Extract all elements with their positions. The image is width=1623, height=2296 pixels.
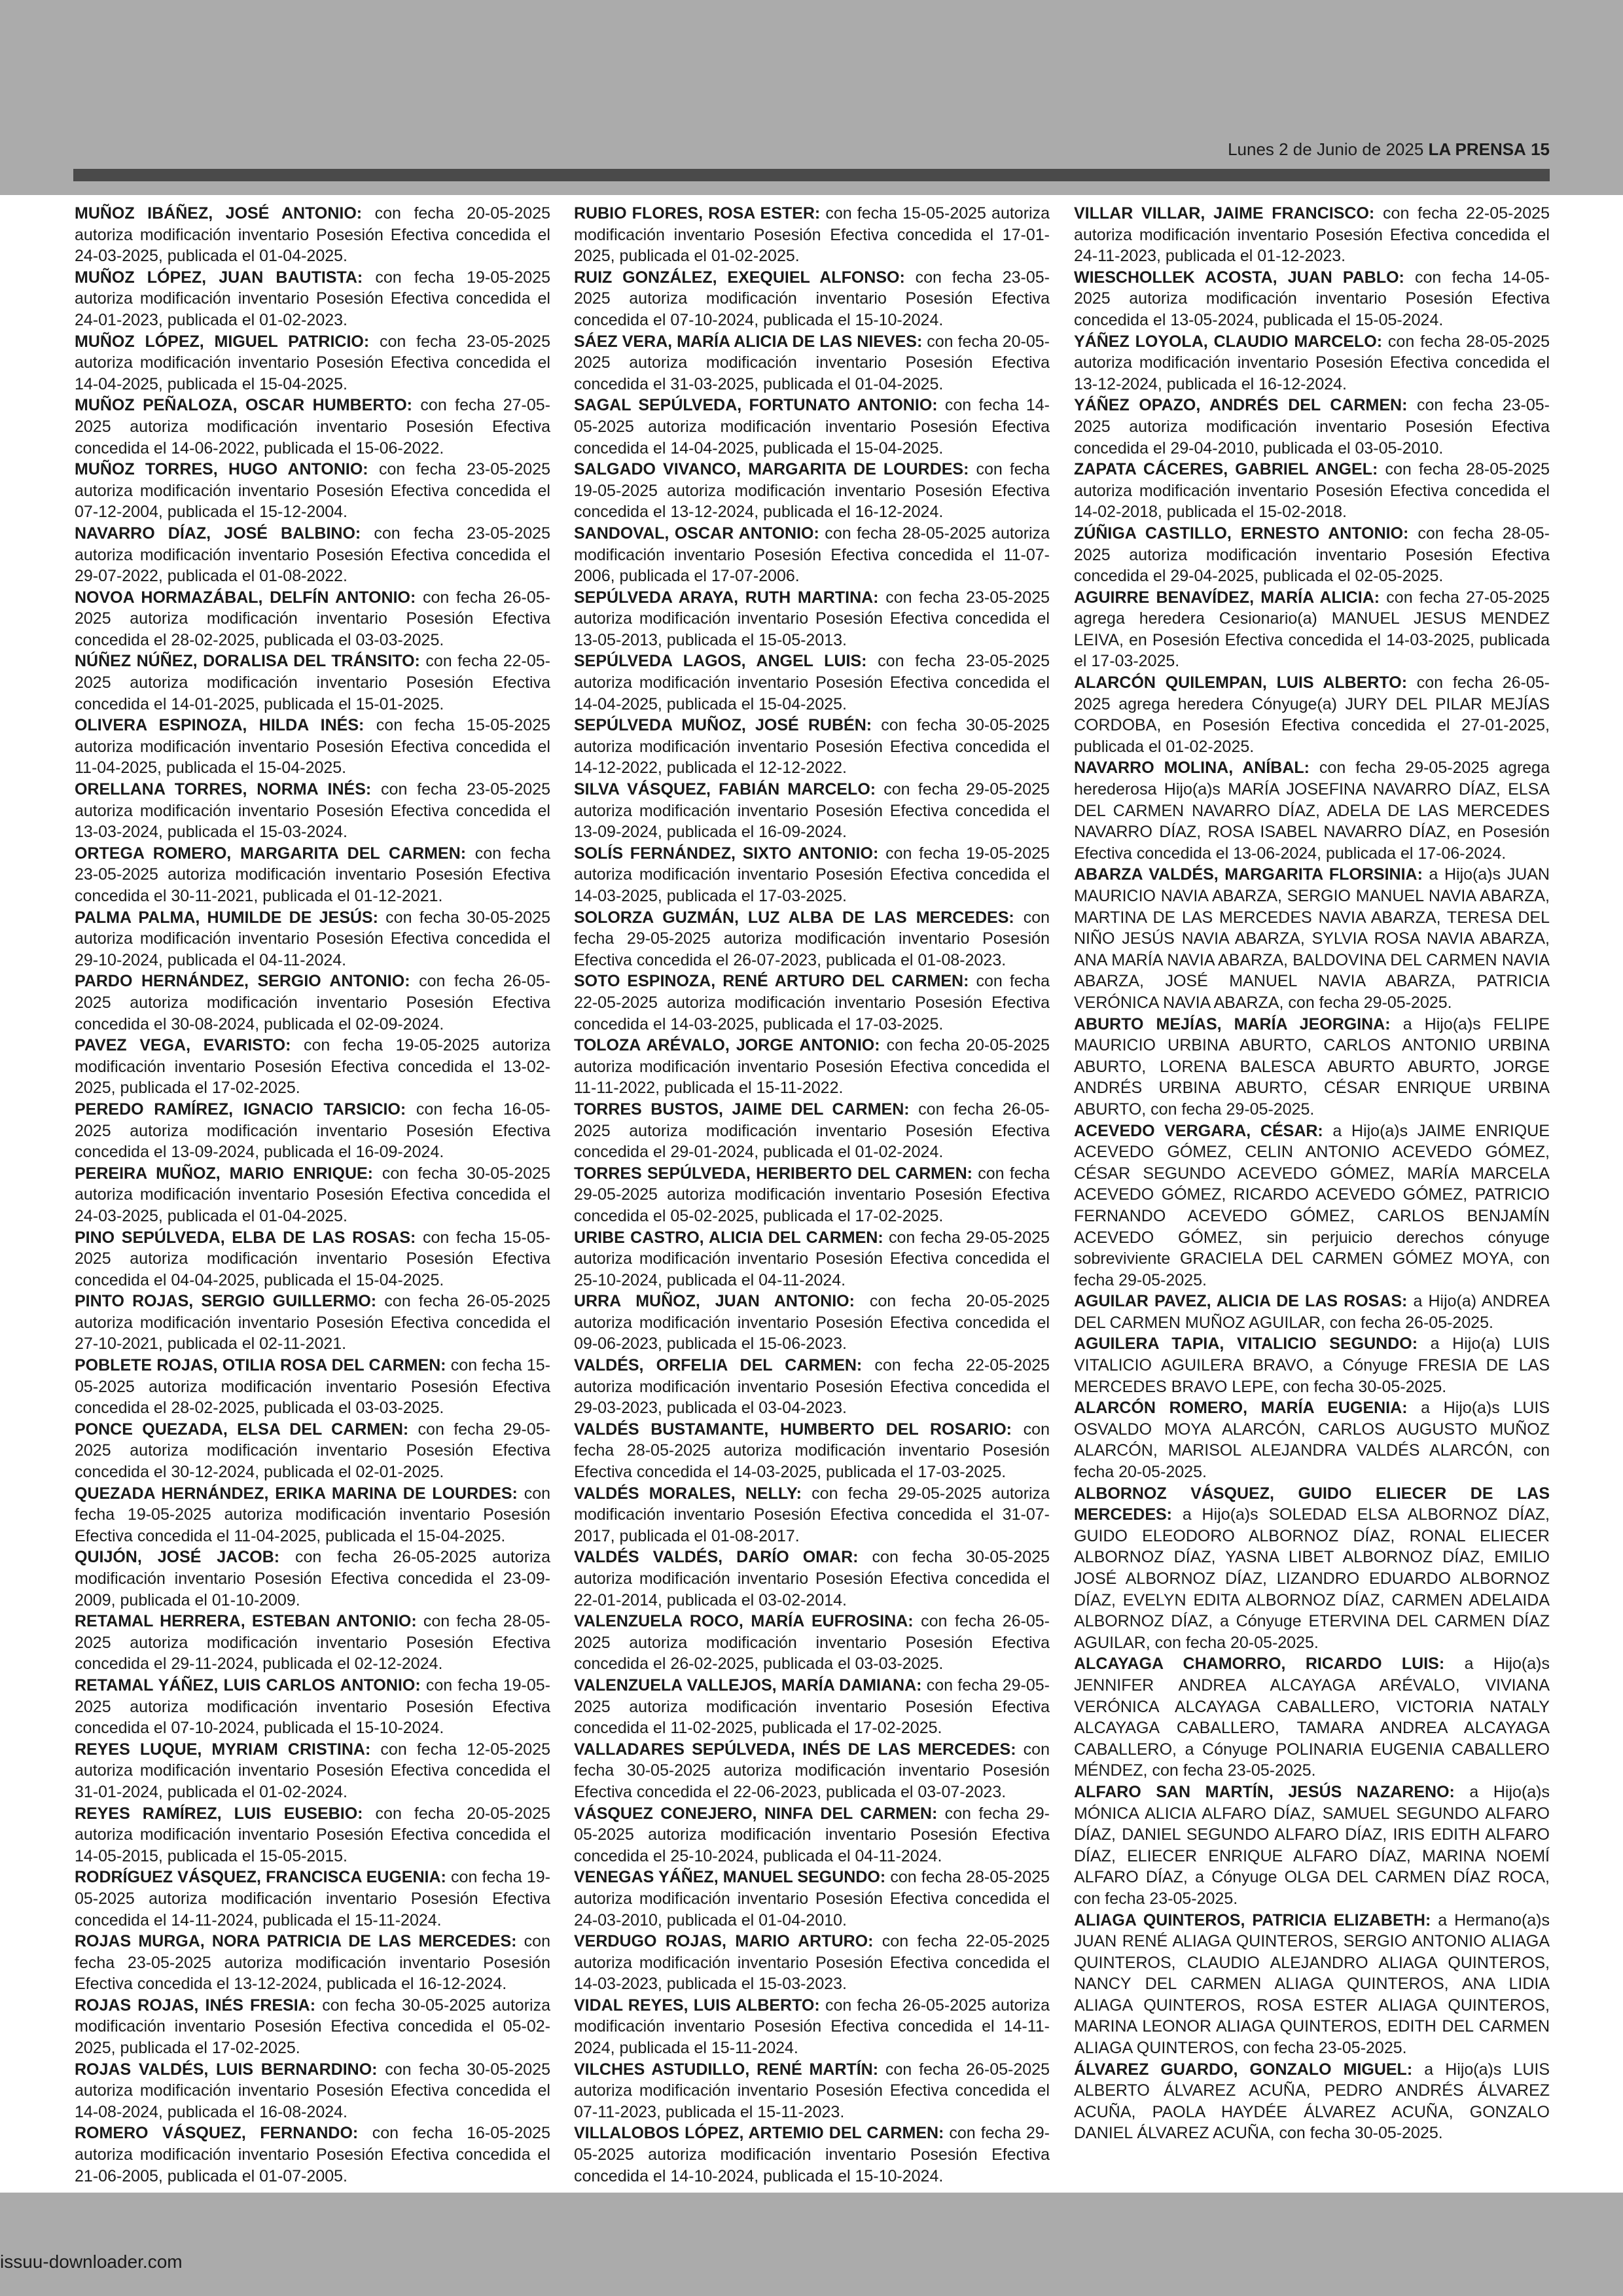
notice-text: a Hijo(a)s JENNIFER ANDREA ALCAYAGA ARÉVALO, VIVIANA VERÓNICA ALCAYAGA CABALLERO, VICTORIA NATALY ALCAYAGA CABALLERO, TAMARA ANDREA ALCAYAGA CABALLERO, a Cónyuge POLINARIA EUGENIA CABALLERO MÉNDEZ, con fecha 23-05-2025.: [1074, 1655, 1550, 1780]
notice-entry: [574, 1931, 1050, 1995]
notice-text: a Hijo(a)s LUIS OSVALDO MOYA ALARCÓN, CARLOS AUGUSTO MUÑOZ ALARCÓN, MARISOL ALEJANDRA VALDÉS ALARCÓN, con fecha 20-05-2025.: [1074, 1399, 1550, 1482]
notice-name: ÁLVAREZ GUARDO, GONZALO MIGUEL:: [1074, 2060, 1413, 2079]
notice-entry: [1074, 864, 1550, 1013]
notice-text: con fecha 23-05-2025 autoriza modificación inventario Posesión Efectiva concedida el 07-12-2004, publicada el 15-12-2004.: [75, 460, 550, 522]
notice-name: SOLORZA GUZMÁN, LUZ ALBA DE LAS MERCEDES:: [574, 908, 1014, 927]
notice-name: YÁÑEZ LOYOLA, CLAUDIO MARCELO:: [1074, 332, 1383, 351]
notice-text: con fecha 19-05-2025 autoriza modificación inventario Posesión Efectiva concedida el 14-11-2024, publicada el 15-11-2024.: [75, 1868, 550, 1929]
notice-name: PARDO HERNÁNDEZ, SERGIO ANTONIO:: [75, 972, 410, 991]
notice-text: con fecha 29-05-2025 autoriza modificación inventario Posesión Efectiva concedida el 13-09-2024, publicada el 16-09-2024.: [574, 780, 1050, 842]
notice-text: con fecha 19-05-2025 autoriza modificación inventario Posesión Efectiva concedida el 24-01-2023, publicada el 01-02-2023.: [75, 268, 550, 329]
column-2: [574, 203, 1050, 2187]
notice-name: AGUIRRE BENAVÍDEZ, MARÍA ALICIA:: [1074, 588, 1380, 607]
notice-name: VALENZUELA VALLEJOS, MARÍA DAMIANA:: [574, 1676, 922, 1695]
notice-name: SALGADO VIVANCO, MARGARITA DE LOURDES:: [574, 460, 969, 479]
notice-name: VILLAR VILLAR, JAIME FRANCISCO:: [1074, 204, 1375, 223]
notice-text: a Hijo(a) LUIS VITALICIO AGUILERA BRAVO, a Cónyuge FRESIA DE LAS MERCEDES BRAVO LEPE, con fecha 30-05-2025.: [1074, 1335, 1550, 1396]
notice-name: ORTEGA ROMERO, MARGARITA DEL CARMEN:: [75, 844, 467, 863]
notice-entry: [1074, 523, 1550, 587]
notice-text: con fecha 23-05-2025 autoriza modificación inventario Posesión Efectiva concedida el 14-04-2025, publicada el 15-04-2025.: [574, 652, 1050, 713]
notice-text: a Hijo(a)s SOLEDAD ELSA ALBORNOZ DÍAZ, GUIDO ELEODORO ALBORNOZ DÍAZ, RONAL ELIECER ALBORNOZ DÍAZ, YASNA LIBET ALBORNOZ DÍAZ, EMILIO JOSÉ ALBORNOZ DÍAZ, LIZANDRO EDUARDO ALBORNOZ DÍAZ, EVELYN EDITA ALBORNOZ DÍAZ, CARMEN ADELAIDA ALBORNOZ DÍAZ, a Cónyuge ETERVINA DEL CARMEN DÍAZ AGUILAR, con fecha 20-05-2025.: [1074, 1505, 1550, 1652]
notice-name: ABURTO MEJÍAS, MARÍA JEORGINA:: [1074, 1014, 1391, 1033]
notice-entry: [574, 1483, 1050, 1547]
notice-text: con fecha 30-05-2025 autoriza modificación inventario Posesión Efectiva concedida el 14-12-2022, publicada el 12-12-2022.: [574, 716, 1050, 778]
notice-name: NÚÑEZ NÚÑEZ, DORALISA DEL TRÁNSITO:: [75, 652, 420, 671]
header-rule: [73, 169, 1550, 181]
notice-entry: [574, 1867, 1050, 1931]
notice-name: ROJAS MURGA, NORA PATRICIA DE LAS MERCEDES:: [75, 1932, 517, 1951]
notice-name: PALMA PALMA, HUMILDE DE JESÚS:: [75, 908, 378, 927]
notice-text: con fecha 22-05-2025 autoriza modificación inventario Posesión Efectiva concedida el 14-01-2025, publicada el 15-01-2025.: [75, 652, 550, 713]
notice-text: con fecha 28-05-2025 autoriza modificación inventario Posesión Efectiva concedida el 29-04-2025, publicada el 02-05-2025.: [1074, 524, 1550, 586]
notice-entry: [75, 843, 550, 907]
notice-name: PINTO ROJAS, SERGIO GUILLERMO:: [75, 1292, 377, 1311]
notice-entry: [75, 2059, 550, 2123]
notice-entry: [1074, 1333, 1550, 1397]
notice-entry: [574, 1355, 1050, 1419]
notice-text: con fecha 23-05-2025 autoriza modificación inventario Posesión Efectiva concedida el 13-03-2024, publicada el 15-03-2024.: [75, 780, 551, 842]
notice-text: con fecha 19-05-2025 autoriza modificación inventario Posesión Efectiva concedida el 13-12-2024, publicada el 16-12-2024.: [574, 460, 1050, 522]
notice-name: RUBIO FLORES, ROSA ESTER:: [574, 204, 821, 223]
notice-text: con fecha 16-05-2025 autoriza modificación inventario Posesión Efectiva concedida el 21-06-2005, publicada el 01-07-2005.: [75, 2124, 550, 2185]
notice-text: con fecha 28-05-2025 autoriza modificación inventario Posesión Efectiva concedida el 11-07-2006, publicada el 17-07-2006.: [574, 524, 1050, 586]
notice-name: SOLÍS FERNÁNDEZ, SIXTO ANTONIO:: [574, 844, 879, 863]
notice-name: NOVOA HORMAZÁBAL, DELFÍN ANTONIO:: [75, 588, 416, 607]
notice-name: PEREIRA MUÑOZ, MARIO ENRIQUE:: [75, 1164, 373, 1183]
notice-entry: [75, 267, 550, 331]
notice-entry: [574, 907, 1050, 971]
notice-name: ALARCÓN ROMERO, MARÍA EUGENIA:: [1074, 1399, 1408, 1418]
notice-entry: [1074, 1014, 1550, 1121]
notice-name: REYES LUQUE, MYRIAM CRISTINA:: [75, 1740, 371, 1759]
notice-text: con fecha 19-05-2025 autoriza modificación inventario Posesión Efectiva concedida el 13-02-2025, publicada el 17-02-2025.: [75, 1036, 550, 1098]
notice-entry: [75, 1163, 550, 1227]
notice-name: SOTO ESPINOZA, RENÉ ARTURO DEL CARMEN:: [574, 972, 969, 991]
notice-entry: [574, 1675, 1050, 1739]
notice-text: con fecha 27-05-2025 agrega heredera Cesionario(a) MANUEL JESUS MENDEZ LEIVA, en Posesión Efectiva concedida el 14-03-2025, publicada el 17-03-2025.: [1074, 588, 1550, 671]
notice-name: MUÑOZ LÓPEZ, JUAN BAUTISTA:: [75, 268, 363, 287]
notice-text: con fecha 30-05-2025 autoriza modificación inventario Posesión Efectiva concedida el 22-01-2014, publicada el 03-02-2014.: [574, 1548, 1050, 1609]
notice-name: MUÑOZ LÓPEZ, MIGUEL PATRICIO:: [75, 332, 370, 351]
notice-text: con fecha 20-05-2025 autoriza modificación inventario Posesión Efectiva concedida el 11-11-2022, publicada el 15-11-2022.: [574, 1036, 1050, 1098]
notice-text: con fecha 30-05-2025 autoriza modificación inventario Posesión Efectiva concedida el 24-03-2025, publicada el 01-04-2025.: [75, 1164, 550, 1225]
notice-text: con fecha 26-05-2025 autoriza modificación inventario Posesión Efectiva concedida el 07-11-2023, publicada el 15-11-2023.: [574, 2060, 1050, 2121]
notice-entry: [574, 1035, 1050, 1099]
notice-text: con fecha 29-05-2025 autoriza modificación inventario Posesión Efectiva concedida el 14-10-2024, publicada el 15-10-2024.: [574, 2124, 1050, 2185]
notice-entry: [574, 1099, 1050, 1163]
notice-name: TORRES SEPÚLVEDA, HERIBERTO DEL CARMEN:: [574, 1164, 973, 1183]
notice-name: POBLETE ROJAS, OTILIA ROSA DEL CARMEN:: [75, 1356, 446, 1375]
notice-entry: [574, 1547, 1050, 1611]
notice-entry: [75, 1995, 550, 2059]
notice-entry: [75, 779, 550, 843]
notice-name: MUÑOZ TORRES, HUGO ANTONIO:: [75, 460, 368, 479]
notice-entry: [75, 1803, 550, 1867]
notice-name: AGUILAR PAVEZ, ALICIA DE LAS ROSAS:: [1074, 1292, 1408, 1311]
notice-name: VILLALOBOS LÓPEZ, ARTEMIO DEL CARMEN:: [574, 2124, 944, 2143]
notice-name: ACEVEDO VERGARA, CÉSAR:: [1074, 1121, 1323, 1140]
notice-text: con fecha 22-05-2025 autoriza modificación inventario Posesión Efectiva concedida el 29-03-2023, publicada el 03-04-2023.: [574, 1356, 1050, 1418]
notice-name: WIESCHOLLEK ACOSTA, JUAN PABLO:: [1074, 268, 1404, 287]
notice-entry: [574, 651, 1050, 715]
notice-name: ALIAGA QUINTEROS, PATRICIA ELIZABETH:: [1074, 1910, 1431, 1929]
notice-text: con fecha 29-05-2025 autoriza modificación inventario Posesión Efectiva concedida el 30-12-2024, publicada el 02-01-2025.: [75, 1420, 550, 1482]
notice-name: MUÑOZ PEÑALOZA, OSCAR HUMBERTO:: [75, 396, 412, 415]
notice-name: ALBORNOZ VÁSQUEZ, GUIDO ELIECER DE LAS MERCEDES:: [1074, 1484, 1550, 1524]
notice-text: con fecha 28-05-2025 autoriza modificación inventario Posesión Efectiva concedida el 24-03-2010, publicada el 01-04-2010.: [574, 1868, 1050, 1929]
notice-text: con fecha 15-05-2025 autoriza modificación inventario Posesión Efectiva concedida el 28-02-2025, publicada el 03-03-2025.: [75, 1356, 550, 1418]
notice-entry: [75, 1035, 550, 1099]
notice-name: URIBE CASTRO, ALICIA DEL CARMEN:: [574, 1228, 883, 1247]
notice-entry: [1074, 672, 1550, 757]
notice-entry: [1074, 267, 1550, 331]
notice-entry: [75, 1099, 550, 1163]
notice-name: VALLADARES SEPÚLVEDA, INÉS DE LAS MERCEDES:: [574, 1740, 1016, 1759]
notice-entry: [1074, 757, 1550, 864]
notice-text: con fecha 30-05-2025 autoriza modificación inventario Posesión Efectiva concedida el 29-10-2024, publicada el 04-11-2024.: [75, 908, 550, 969]
notice-name: ROMERO VÁSQUEZ, FERNANDO:: [75, 2124, 359, 2143]
notice-entry: [75, 1483, 550, 1547]
notice-text: con fecha 20-05-2025 autoriza modificación inventario Posesión Efectiva concedida el 14-05-2015, publicada el 15-05-2015.: [75, 1804, 550, 1865]
notice-entry: [75, 1675, 550, 1739]
notice-text: con fecha 28-05-2025 autoriza modificación inventario Posesión Efectiva concedida el 13-12-2024, publicada el 16-12-2024.: [1074, 332, 1550, 393]
notice-text: con fecha 30-05-2025 autoriza modificación inventario Posesión Efectiva concedida el 05-02-2025, publicada el 17-02-2025.: [75, 1996, 550, 2058]
notice-text: con fecha 26-05-2025 autoriza modificación inventario Posesión Efectiva concedida el 23-09-2009, publicada el 01-10-2009.: [75, 1548, 550, 1609]
notice-entry: [1074, 1653, 1550, 1782]
notice-entry: [1074, 1782, 1550, 1910]
notice-text: con fecha 20-05-2025 autoriza modificación inventario Posesión Efectiva concedida el 09-06-2023, publicada el 15-06-2023.: [574, 1292, 1050, 1354]
notice-text: con fecha 19-05-2025 autoriza modificación inventario Posesión Efectiva concedida el 14-03-2025, publicada el 17-03-2025.: [574, 844, 1050, 905]
notice-name: NAVARRO MOLINA, ANÍBAL:: [1074, 759, 1310, 778]
notice-entry: [574, 267, 1050, 331]
notice-text: con fecha 22-05-2025 autoriza modificación inventario Posesión Efectiva concedida el 14-03-2023, publicada el 15-03-2023.: [574, 1932, 1050, 1994]
notice-name: PEREDO RAMÍREZ, IGNACIO TARSICIO:: [75, 1100, 406, 1119]
notice-text: con fecha 20-05-2025 autoriza modificación inventario Posesión Efectiva concedida el 31-03-2025, publicada el 01-04-2025.: [574, 332, 1050, 393]
notice-entry: [75, 1355, 550, 1419]
notice-entry: [574, 523, 1050, 587]
notice-entry: [574, 1163, 1050, 1227]
notice-entry: [75, 523, 550, 587]
notice-text: con fecha 14-05-2025 autoriza modificación inventario Posesión Efectiva concedida el 14-04-2025, publicada el 15-04-2025.: [574, 396, 1050, 457]
notice-text: con fecha 23-05-2025 autoriza modificación inventario Posesión Efectiva concedida el 14-04-2025, publicada el 15-04-2025.: [75, 332, 550, 393]
notice-entry: [574, 779, 1050, 843]
notice-name: VALDÉS, ORFELIA DEL CARMEN:: [574, 1356, 863, 1375]
notice-entry: [75, 971, 550, 1035]
notice-entry: [574, 1227, 1050, 1291]
notice-text: con fecha 29-05-2025 autoriza modificación inventario Posesión Efectiva concedida el 05-02-2025, publicada el 17-02-2025.: [574, 1164, 1050, 1225]
notice-text: con fecha 28-05-2025 autoriza modificación inventario Posesión Efectiva concedida el 14-03-2025, publicada el 17-03-2025.: [574, 1420, 1050, 1482]
notice-text: con fecha 22-05-2025 autoriza modificación inventario Posesión Efectiva concedida el 24-11-2023, publicada el 01-12-2023.: [1074, 204, 1550, 266]
notice-entry: [574, 1419, 1050, 1483]
notice-name: VENEGAS YÁÑEZ, MANUEL SEGUNDO:: [574, 1868, 886, 1887]
notice-text: con fecha 19-05-2025 autoriza modificación inventario Posesión Efectiva concedida el 07-10-2024, publicada el 15-10-2024.: [75, 1676, 550, 1738]
notice-name: RUIZ GONZÁLEZ, EXEQUIEL ALFONSO:: [574, 268, 905, 287]
notice-entry: [1074, 1910, 1550, 2059]
notice-text: con fecha 16-05-2025 autoriza modificación inventario Posesión Efectiva concedida el 13-09-2024, publicada el 16-09-2024.: [75, 1100, 550, 1162]
notice-entry: [75, 203, 550, 267]
notice-text: con fecha 29-05-2025 agrega herederosa Hijo(a)s MARÍA JOSEFINA NAVARRO DÍAZ, ELSA DEL CARMEN NAVARRO DÍAZ, ADELA DE LAS MERCEDES NAVARRO DÍAZ, ROSA ISABEL NAVARRO DÍAZ, en Posesión Efectiva concedida el 13-06-2024, publicada el 17-06-2024.: [1074, 759, 1550, 863]
notice-entry: [75, 1739, 550, 1803]
notice-name: ORELLANA TORRES, NORMA INÉS:: [75, 780, 372, 799]
notice-name: REYES RAMÍREZ, LUIS EUSEBIO:: [75, 1804, 363, 1823]
notice-entry: [1074, 459, 1550, 523]
notice-entry: [574, 203, 1050, 267]
notice-text: con fecha 12-05-2025 autoriza modificación inventario Posesión Efectiva concedida el 31-01-2024, publicada el 01-02-2024.: [75, 1740, 551, 1801]
notice-text: con fecha 30-05-2025 autoriza modificación inventario Posesión Efectiva concedida el 22-06-2023, publicada el 03-07-2023.: [574, 1740, 1050, 1801]
notice-name: ABARZA VALDÉS, MARGARITA FLORSINIA:: [1074, 865, 1423, 884]
notice-entry: [1074, 1397, 1550, 1482]
notice-name: TORRES BUSTOS, JAIME DEL CARMEN:: [574, 1100, 910, 1119]
notice-text: con fecha 29-05-2025 autoriza modificación inventario Posesión Efectiva concedida el 31-07-2017, publicada el 01-08-2017.: [574, 1484, 1050, 1545]
notice-text: con fecha 26-05-2025 autoriza modificación inventario Posesión Efectiva concedida el 30-08-2024, publicada el 02-09-2024.: [75, 972, 550, 1033]
notice-text: con fecha 26-05-2025 autoriza modificación inventario Posesión Efectiva concedida el 14-11-2024, publicada el 15-11-2024.: [574, 1996, 1050, 2058]
notice-text: con fecha 22-05-2025 autoriza modificación inventario Posesión Efectiva concedida el 14-03-2025, publicada el 17-03-2025.: [574, 972, 1050, 1033]
notice-name: YÁÑEZ OPAZO, ANDRÉS DEL CARMEN:: [1074, 396, 1408, 415]
notice-name: OLIVERA ESPINOZA, HILDA INÉS:: [75, 716, 365, 735]
notice-name: TOLOZA ARÉVALO, JORGE ANTONIO:: [574, 1036, 880, 1055]
notice-text: a Hijo(a)s JAIME ENRIQUE ACEVEDO GÓMEZ, CELIN ANTONIO ACEVEDO GÓMEZ, CÉSAR SEGUNDO ACEVEDO GÓMEZ, MARÍA MARCELA ACEVEDO GÓMEZ, RICARDO ACEVEDO GÓMEZ, PATRICIO FERNANDO ACEVEDO GÓMEZ, CARLOS BENJAMÍN ACEVEDO GÓMEZ, sin perjuicio derechos cónyuge sobreviviente GRACIELA DEL CARMEN GÓMEZ MOYA, con fecha 29-05-2025.: [1074, 1121, 1550, 1289]
notice-entry: [75, 1867, 550, 1931]
notice-name: VALDÉS BUSTAMANTE, HUMBERTO DEL ROSARIO:: [574, 1420, 1012, 1439]
notice-text: con fecha 20-05-2025 autoriza modificación inventario Posesión Efectiva concedida el 24-03-2025, publicada el 01-04-2025.: [75, 204, 550, 266]
notice-text: con fecha 28-05-2025 autoriza modificación inventario Posesión Efectiva concedida el 14-02-2018, publicada el 15-02-2018.: [1074, 460, 1550, 522]
notice-name: MUÑOZ IBÁÑEZ, JOSÉ ANTONIO:: [75, 204, 363, 223]
notice-name: VALDÉS VALDÉS, DARÍO OMAR:: [574, 1548, 859, 1567]
notice-text: a Hijo(a)s LUIS ALBERTO ÁLVAREZ ACUÑA, PEDRO ANDRÉS ÁLVAREZ ACUÑA, PAOLA HAYDÉE ÁLVAREZ ACUÑA, GONZALO DANIEL ÁLVAREZ ACUÑA, con fecha 30-05-2025.: [1074, 2060, 1550, 2143]
notice-entry: [75, 907, 550, 971]
notice-text: con fecha 26-05-2025 autoriza modificación inventario Posesión Efectiva concedida el 29-01-2024, publicada el 01-02-2024.: [574, 1100, 1050, 1162]
notice-entry: [574, 2123, 1050, 2187]
notice-text: a Hijo(a) ANDREA DEL CARMEN MUÑOZ AGUILAR, con fecha 26-05-2025.: [1074, 1292, 1550, 1332]
notice-name: ZAPATA CÁCERES, GABRIEL ANGEL:: [1074, 460, 1378, 479]
notice-entry: [1074, 2059, 1550, 2144]
notice-entry: [75, 715, 550, 779]
notice-name: ROJAS ROJAS, INÉS FRESIA:: [75, 1996, 316, 2015]
notice-text: con fecha 29-05-2025 autoriza modificación inventario Posesión Efectiva concedida el 25-10-2024, publicada el 04-11-2024.: [574, 1804, 1050, 1865]
notice-name: PAVEZ VEGA, EVARISTO:: [75, 1036, 291, 1055]
notice-entry: [1074, 1121, 1550, 1291]
notice-entry: [75, 587, 550, 651]
notice-text: con fecha 23-05-2025 autoriza modificación inventario Posesión Efectiva concedida el 30-11-2021, publicada el 01-12-2021.: [75, 844, 550, 905]
notice-text: con fecha 29-05-2025 autoriza modificación inventario Posesión Efectiva concedida el 25-10-2024, publicada el 04-11-2024.: [574, 1228, 1050, 1289]
notice-name: QUEZADA HERNÁNDEZ, ERIKA MARINA DE LOURDES:: [75, 1484, 518, 1503]
notice-name: ALFARO SAN MARTÍN, JESÚS NAZARENO:: [1074, 1782, 1455, 1801]
column-1: [75, 203, 550, 2187]
notice-entry: [75, 459, 550, 523]
notice-text: con fecha 14-05-2025 autoriza modificación inventario Posesión Efectiva concedida el 13-05-2024, publicada el 15-05-2024.: [1074, 268, 1550, 329]
notice-name: RODRÍGUEZ VÁSQUEZ, FRANCISCA EUGENIA:: [75, 1868, 446, 1887]
notice-entry: [574, 1611, 1050, 1675]
notice-name: ROJAS VALDÉS, LUIS BERNARDINO:: [75, 2060, 378, 2079]
notice-name: SÁEZ VERA, MARÍA ALICIA DE LAS NIEVES:: [574, 332, 923, 351]
notice-text: con fecha 23-05-2025 autoriza modificación inventario Posesión Efectiva concedida el 13-05-2013, publicada el 15-05-2013.: [574, 588, 1050, 649]
notice-text: con fecha 26-05-2025 autoriza modificación inventario Posesión Efectiva concedida el 27-10-2021, publicada el 02-11-2021.: [75, 1292, 550, 1354]
notice-name: VALENZUELA ROCO, MARÍA EUFROSINA:: [574, 1612, 914, 1631]
notice-text: con fecha 28-05-2025 autoriza modificación inventario Posesión Efectiva concedida el 29-11-2024, publicada el 02-12-2024.: [75, 1612, 550, 1674]
notice-text: con fecha 15-05-2025 autoriza modificación inventario Posesión Efectiva concedida el 17-01-2025, publicada el 01-02-2025.: [574, 204, 1050, 266]
notice-entry: [574, 587, 1050, 651]
notice-text: con fecha 26-05-2025 autoriza modificación inventario Posesión Efectiva concedida el 28-02-2025, publicada el 03-03-2025.: [75, 588, 550, 649]
notice-entry: [75, 1611, 550, 1675]
notice-text: a Hijo(a)s MÓNICA ALICIA ALFARO DÍAZ, SAMUEL SEGUNDO ALFARO DÍAZ, DANIEL SEGUNDO ALFARO DÍAZ, IRIS EDITH ALFARO DÍAZ, ELIECER ENRIQUE ALFARO DÍAZ, MARINA NOEMÍ ALFARO DÍAZ, a Cónyuge OLGA DEL CARMEN DÍAZ ROCA, con fecha 23-05-2025.: [1074, 1782, 1550, 1908]
notice-entry: [1074, 587, 1550, 672]
notice-entry: [574, 331, 1050, 395]
notice-name: ZÚÑIGA CASTILLO, ERNESTO ANTONIO:: [1074, 524, 1409, 543]
notice-entry: [574, 971, 1050, 1035]
header-date: Lunes 2 de Junio de 2025: [1228, 139, 1424, 159]
notice-text: con fecha 29-05-2025 autoriza modificación inventario Posesión Efectiva concedida el 11-02-2025, publicada el 17-02-2025.: [574, 1676, 1050, 1738]
notice-text: con fecha 19-05-2025 autoriza modificación inventario Posesión Efectiva concedida el 11-04-2025, publicada el 15-04-2025.: [75, 1484, 551, 1545]
notice-name: ALARCÓN QUILEMPAN, LUIS ALBERTO:: [1074, 673, 1408, 692]
notice-entry: [574, 1995, 1050, 2059]
notice-text: con fecha 30-05-2025 autoriza modificación inventario Posesión Efectiva concedida el 14-08-2024, publicada el 16-08-2024.: [75, 2060, 550, 2121]
notice-name: SAGAL SEPÚLVEDA, FORTUNATO ANTONIO:: [574, 396, 938, 415]
notice-entry: [574, 1291, 1050, 1355]
notice-entry: [574, 2059, 1050, 2123]
notice-name: AGUILERA TAPIA, VITALICIO SEGUNDO:: [1074, 1335, 1418, 1354]
notice-name: VALDÉS MORALES, NELLY:: [574, 1484, 802, 1503]
notice-name: SANDOVAL, OSCAR ANTONIO:: [574, 524, 819, 543]
notice-name: ALCAYAGA CHAMORRO, RICARDO LUIS:: [1074, 1655, 1445, 1674]
notice-entry: [75, 331, 550, 395]
notice-text: con fecha 29-05-2025 autoriza modificación inventario Posesión Efectiva concedida el 26-07-2023, publicada el 01-08-2023.: [574, 908, 1050, 969]
notice-entry: [75, 1227, 550, 1291]
notice-text: con fecha 23-05-2025 autoriza modificación inventario Posesión Efectiva concedida el 29-07-2022, publicada el 01-08-2022.: [75, 524, 550, 586]
notice-entry: [574, 1739, 1050, 1803]
notice-entry: [75, 1419, 550, 1483]
header-paper-name: LA PRENSA: [1428, 139, 1526, 159]
notice-text: a Hermano(a)s JUAN RENÉ ALIAGA QUINTEROS, SERGIO ANTONIO ALIAGA QUINTEROS, CLAUDIO ALEJANDRO ALIAGA QUINTEROS, NANCY DEL CARMEN ALIAGA QUINTEROS, ANA LIDIA ALIAGA QUINTEROS, ROSA ESTER ALIAGA QUINTEROS, MARINA LEONOR ALIAGA QUINTEROS, EDITH DEL CARMEN ALIAGA QUINTEROS, con fecha 23-05-2025.: [1074, 1910, 1550, 2058]
header-page-number: 15: [1531, 139, 1550, 159]
notice-entry: [75, 651, 550, 715]
notice-name: QUIJÓN, JOSÉ JACOB:: [75, 1548, 280, 1567]
notice-entry: [75, 395, 550, 459]
notice-text: con fecha 26-05-2025 autoriza modificación inventario Posesión Efectiva concedida el 26-02-2025, publicada el 03-03-2025.: [574, 1612, 1050, 1674]
notice-text: con fecha 15-05-2025 autoriza modificación inventario Posesión Efectiva concedida el 11-04-2025, publicada el 15-04-2025.: [75, 716, 550, 778]
notice-name: RETAMAL YÁÑEZ, LUIS CARLOS ANTONIO:: [75, 1676, 421, 1695]
notice-text: con fecha 15-05-2025 autoriza modificación inventario Posesión Efectiva concedida el 04-04-2025, publicada el 15-04-2025.: [75, 1228, 550, 1289]
notice-text: a Hijo(a)s JUAN MAURICIO NAVIA ABARZA, SERGIO MANUEL NAVIA ABARZA, MARTINA DE LAS MERCEDES NAVIA ABARZA, TERESA DEL NIÑO JESÚS NAVIA ABARZA, SYLVIA ROSA NAVIA ABARZA, ANA MARÍA NAVIA ABARZA, BALDOVINA DEL CARMEN NAVIA ABARZA, JOSÉ MANUEL NAVIA ABARZA, PATRICIA VERÓNICA NAVIA ABARZA, con fecha 29-05-2025.: [1074, 865, 1550, 1012]
notice-name: VERDUGO ROJAS, MARIO ARTURO:: [574, 1932, 874, 1951]
notice-entry: [574, 843, 1050, 907]
notice-text: con fecha 27-05-2025 autoriza modificación inventario Posesión Efectiva concedida el 14-06-2022, publicada el 15-06-2022.: [75, 396, 550, 457]
notice-entry: [75, 1931, 550, 1995]
page-header: [1228, 139, 1550, 160]
notice-entry: [574, 395, 1050, 459]
notice-name: SEPÚLVEDA LAGOS, ANGEL LUIS:: [574, 652, 867, 671]
notice-name: URRA MUÑOZ, JUAN ANTONIO:: [574, 1292, 855, 1311]
notice-text: con fecha 23-05-2025 autoriza modificación inventario Posesión Efectiva concedida el 13-12-2024, publicada el 16-12-2024.: [75, 1932, 550, 1994]
notice-name: PINO SEPÚLVEDA, ELBA DE LAS ROSAS:: [75, 1228, 416, 1247]
notice-name: VIDAL REYES, LUIS ALBERTO:: [574, 1996, 820, 2015]
notice-entry: [574, 459, 1050, 523]
notice-entry: [1074, 1291, 1550, 1333]
watermark: issuu-downloader.com: [0, 2251, 183, 2272]
notice-name: NAVARRO DÍAZ, JOSÉ BALBINO:: [75, 524, 361, 543]
notice-entry: [1074, 331, 1550, 395]
notice-text: con fecha 23-05-2025 autoriza modificación inventario Posesión Efectiva concedida el 07-10-2024, publicada el 15-10-2024.: [574, 268, 1050, 329]
notice-text: con fecha 23-05-2025 autoriza modificación inventario Posesión Efectiva concedida el 29-04-2010, publicada el 03-05-2010.: [1074, 396, 1550, 457]
notice-entry: [75, 1291, 550, 1355]
notice-entry: [1074, 395, 1550, 459]
notice-name: SEPÚLVEDA ARAYA, RUTH MARTINA:: [574, 588, 879, 607]
column-3: [1074, 203, 1550, 2144]
notice-name: VILCHES ASTUDILLO, RENÉ MARTÍN:: [574, 2060, 879, 2079]
notice-name: RETAMAL HERRERA, ESTEBAN ANTONIO:: [75, 1612, 417, 1631]
notice-name: SEPÚLVEDA MUÑOZ, JOSÉ RUBÉN:: [574, 716, 872, 735]
notice-entry: [574, 715, 1050, 779]
notice-entry: [75, 1547, 550, 1611]
notice-name: PONCE QUEZADA, ELSA DEL CARMEN:: [75, 1420, 409, 1439]
notice-entry: [574, 1803, 1050, 1867]
notice-name: SILVA VÁSQUEZ, FABIÁN MARCELO:: [574, 780, 876, 799]
notice-entry: [1074, 1483, 1550, 1654]
notice-text: con fecha 26-05-2025 agrega heredera Cónyuge(a) JURY DEL PILAR MEJÍAS CORDOBA, en Posesión Efectiva concedida el 27-01-2025, publicada el 01-02-2025.: [1074, 673, 1550, 756]
notice-name: VÁSQUEZ CONEJERO, NINFA DEL CARMEN:: [574, 1804, 938, 1823]
notice-text: a Hijo(a)s FELIPE MAURICIO URBINA ABURTO, CARLOS ANTONIO URBINA ABURTO, LORENA BALESCA ABURTO ABURTO, JORGE ANDRÉS URBINA ABURTO, CÉSAR ENRIQUE URBINA ABURTO, con fecha 29-05-2025.: [1074, 1014, 1550, 1119]
notice-entry: [75, 2123, 550, 2187]
notice-entry: [1074, 203, 1550, 267]
